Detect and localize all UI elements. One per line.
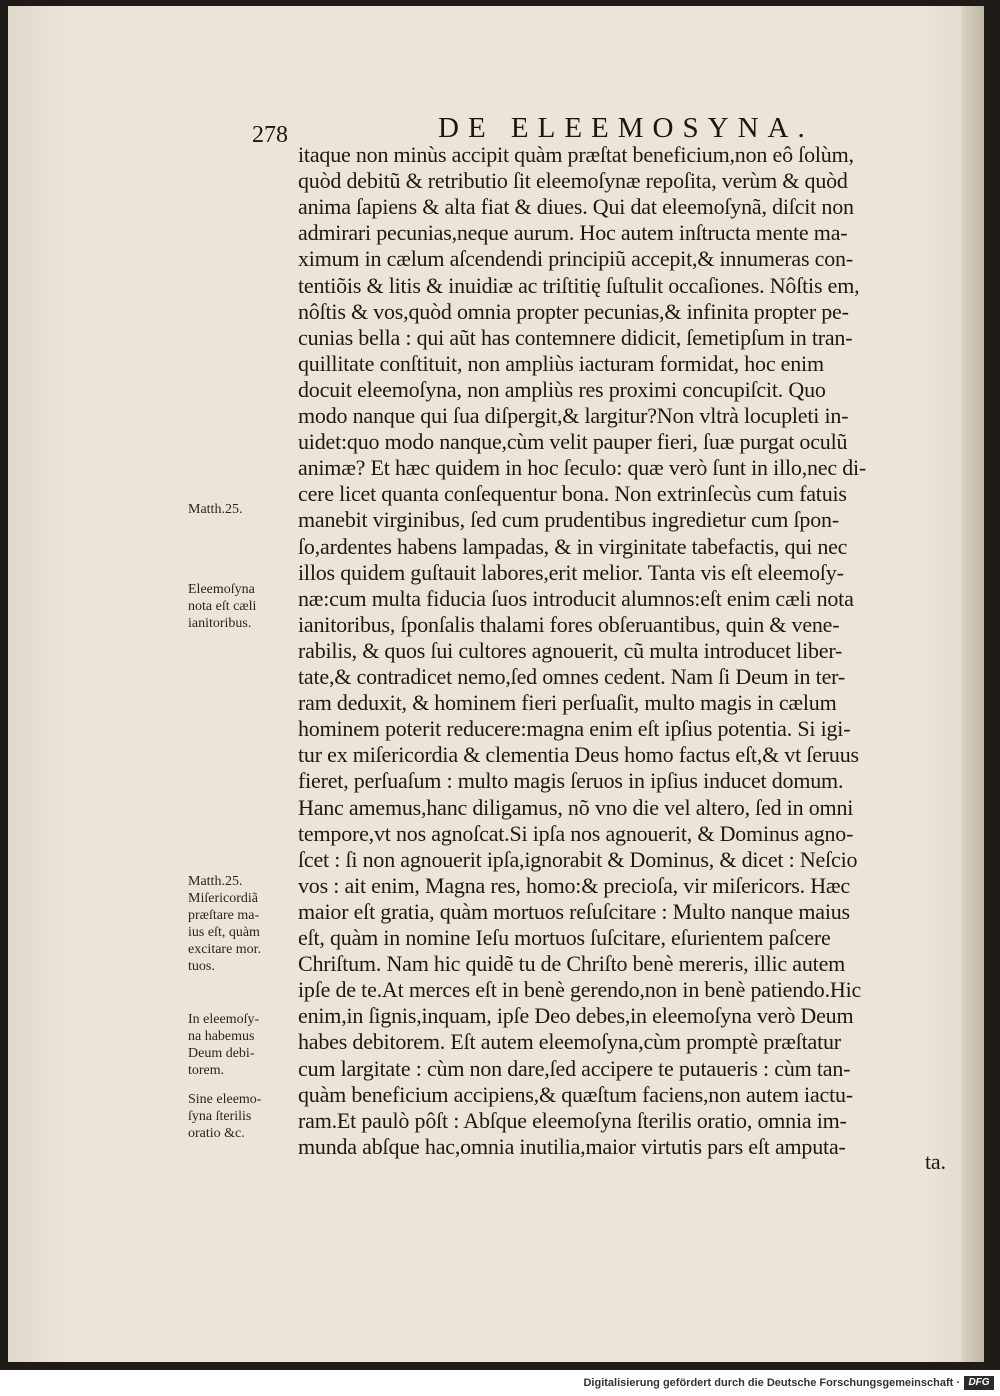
page-edge <box>962 6 984 1362</box>
text-line: næ:cum multa fiducia ſuos introducit alumnos:eſt enim cæli nota <box>298 585 854 611</box>
text-line: enim,in ſignis,inquam, ipſe Deo debes,in eleemoſyna verò Deum <box>298 1003 854 1029</box>
margin-note-line: na habemus <box>188 1029 255 1044</box>
text-line: ſcet : ſi non agnouerit ipſa,ignorabit & Dominus, & dicet : Neſcio <box>298 846 858 872</box>
text-line: docuit eleemoſyna, non ampliùs res proximi concupiſcit. Quo <box>298 376 826 402</box>
text-line: tur ex miſericordia & clementia Deus homo factus eſt,& vt ſeruus <box>298 742 859 768</box>
text-line: tate,& contradicet nemo,ſed omnes cedent. Nam ſi Deum in ter- <box>298 664 845 689</box>
text-line: itaque non minùs accipit quàm præſtat beneficium,non eô ſolùm, <box>298 142 854 167</box>
text-line: eſt, quàm in nomine Ieſu mortuos ſuſcitare, eſurientem paſcere <box>298 925 831 950</box>
margin-note-line: Sine eleemo- <box>188 1092 262 1107</box>
text-line: quàm beneficium accipiens,& quæſtum faciens,non autem iactu- <box>298 1081 853 1107</box>
margin-note <box>188 873 298 975</box>
footer-credit: Digitalisierung gefördert durch die Deutsche Forschungsgemeinschaft · <box>583 1377 960 1389</box>
text-line: manebit virginibus, ſed cum prudentibus ingredietur cum ſpon- <box>298 507 839 533</box>
margin-note <box>188 1091 298 1142</box>
text-line: ximum in cælum aſcendendi principiũ accepit,& innumeras con- <box>298 246 853 272</box>
margin-note-line: Deum debi- <box>188 1046 255 1061</box>
text-line: animæ? Et hæc quidem in hoc ſeculo: quæ verò ſunt in illo,nec di- <box>298 455 867 481</box>
margin-note-line: ſyna ſterilis <box>188 1109 252 1124</box>
text-line: admirari pecunias,neque aurum. Hoc autem inſtructa mente ma- <box>298 220 848 246</box>
text-line: anima ſapiens & alta fiat & diues. Qui dat eleemoſynã, diſcit non <box>298 194 854 220</box>
text-line: rabilis, & quos ſui cultores agnouerit, cũ multa introducet liber- <box>298 637 843 663</box>
text-line: vos : ait enim, Magna res, homo:& precioſa, vir miſericors. Hæc <box>298 872 850 898</box>
text-line: uidet:quo modo nanque,cùm velit pauper fieri, ſuæ purgat oculũ <box>298 429 848 455</box>
text-line: quòd debitũ & retributio ſit eleemoſynæ repoſita, verùm & quòd <box>298 168 848 194</box>
text-line: nôſtis & vos,quòd omnia propter pecunias,& infinita propter pe- <box>298 298 849 324</box>
margin-note-line: excitare mor. <box>188 942 262 957</box>
margin-note <box>188 501 298 518</box>
text-line: ſo,ardentes habens lampadas, & in virginitate tabefactis, qui nec <box>298 533 848 559</box>
text-line: ram deduxit, & hominem fieri perſuaſit, multo magis in cælum <box>298 690 837 716</box>
text-line: modo nanque qui ſua diſpergit,& largitur?Non vltrà locupleti in- <box>298 403 849 428</box>
text-line: cere licet quanta conſequentur bona. Non extrinſecùs cum fatuis <box>298 481 847 507</box>
text-line: Chriſtum. Nam hic quidẽ tu de Chriſto benè mereris, illic autem <box>298 951 846 977</box>
margin-note-line: ianitoribus. <box>188 616 252 631</box>
margin-note-line: torem. <box>188 1063 225 1078</box>
dfg-logo: DFG <box>964 1376 994 1390</box>
text-line: quillitate conſtituit, non ampliùs iacturam formidat, hoc enim <box>298 350 824 376</box>
margin-note-line: oratio &c. <box>188 1126 245 1141</box>
margin-note-line: Eleemoſyna <box>188 582 255 597</box>
margin-note-line: nota eſt cæli <box>188 599 257 614</box>
text-line: Hanc amemus,hanc diligamus, nõ vno die vel altero, ſed in omni <box>298 794 854 820</box>
page-number: 278 <box>252 122 288 148</box>
margin-note-line: Miſericordiã <box>188 891 258 906</box>
text-line: hominem poterit reducere:magna enim eſt ipſius potentia. Si igi- <box>298 716 851 742</box>
margin-note-line: tuos. <box>188 959 215 974</box>
margin-note-line: præſtare ma- <box>188 908 260 923</box>
text-line: ianitoribus, ſponſalis thalami fores obſeruantibus, quin & vene- <box>298 611 840 637</box>
text-line: munda abſque hac,omnia inutilia,maior virtutis pars eſt amputa- <box>298 1133 846 1159</box>
footer <box>0 1370 1000 1396</box>
text-line: illos quidem guſtauit labores,erit melior. Tanta vis eſt eleemoſy- <box>298 559 844 585</box>
text-line: tempore,vt nos agnoſcat.Si ipſa nos agnouerit, & Dominus agno- <box>298 820 854 846</box>
text-line: cunias bella : qui aũt has contemnere didicit, ſemetipſum in tran- <box>298 324 853 350</box>
text-line: habes debitorem. Eſt autem eleemoſyna,cùm promptè præſtatur <box>298 1029 841 1055</box>
catchword: ta. <box>925 1149 946 1174</box>
text-line: fieret, perſuaſum : multo magis ſeruos in ipſius inducet domum. <box>298 768 844 794</box>
margin-note <box>188 1011 298 1079</box>
text-line: ipſe de te.At merces eſt in benè gerendo,non in benè patiendo.Hic <box>298 977 862 1003</box>
margin-note-line: Matth.25. <box>188 502 243 517</box>
margin-note-line: In eleemoſy- <box>188 1012 260 1027</box>
margin-note-line: Matth.25. <box>188 874 243 889</box>
margin-note-line: ius eſt, quàm <box>188 925 260 940</box>
text-line: tentiõis & litis & inuidiæ ac triſtitię ſuſtulit occaſiones. Nôſtis em, <box>298 272 860 298</box>
text-line: maior eſt gratia, quàm mortuos reſuſcitare : Multo nanque maius <box>298 898 850 924</box>
text-line: ram.Et paulò pôſt : Abſque eleemoſyna ſterilis oratio, omnia im- <box>298 1107 847 1133</box>
running-head: DE ELEEMOSYNA. <box>438 112 814 144</box>
margin-note <box>188 581 298 632</box>
text-line: cum largitate : cùm non dare,ſed accipere te putaueris : cùm tan- <box>298 1055 851 1081</box>
